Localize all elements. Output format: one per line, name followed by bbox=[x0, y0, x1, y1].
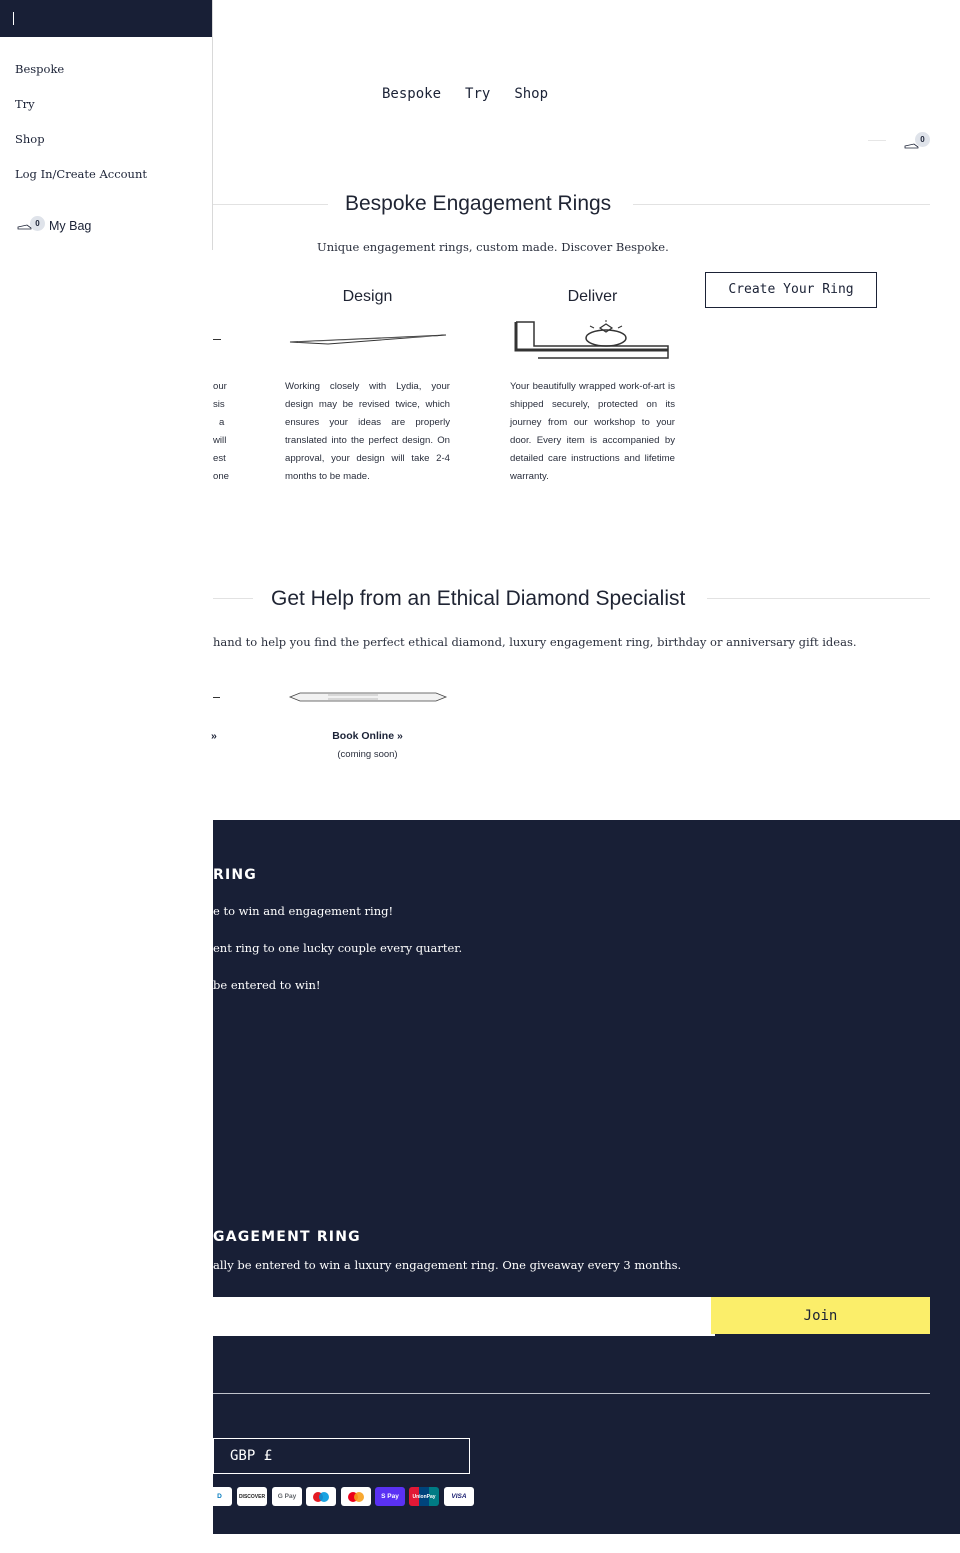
help-title: Get Help from an Ethical Diamond Specialist bbox=[271, 587, 686, 610]
payment-label: G Pay bbox=[277, 1493, 297, 1500]
help-rule-right bbox=[707, 598, 930, 599]
pencil-icon bbox=[288, 333, 448, 347]
bespoke-subtitle: Unique engagement rings, custom made. Discover Bespoke. bbox=[317, 240, 669, 254]
title-rule-right bbox=[633, 204, 930, 205]
calendar-icon bbox=[288, 692, 448, 702]
payment-maestro-icon bbox=[306, 1487, 336, 1506]
footer-divider bbox=[213, 1393, 930, 1394]
payment-label: S Pay bbox=[381, 1493, 399, 1500]
step-design-text: Working closely with Lydia, your design may be revised twice, which ensures your ideas are properly translated into the perfect design. On approval, your design will take 2-4 months to be made. bbox=[285, 381, 450, 482]
drawer-item-try[interactable]: Try bbox=[15, 97, 35, 111]
cart-count-badge: 0 bbox=[915, 132, 930, 147]
help-subtitle: hand to help you find the perfect ethical diamond, luxury engagement ring, birthday or anniversary gift ideas. bbox=[213, 635, 857, 649]
payment-mastercard-icon bbox=[341, 1487, 371, 1506]
join-button[interactable]: Join bbox=[711, 1297, 930, 1334]
partial-line: our bbox=[213, 381, 227, 392]
payment-diners-icon bbox=[207, 1487, 232, 1506]
mastercard-icon bbox=[346, 1491, 366, 1503]
payment-label: D bbox=[217, 1493, 222, 1500]
giveaway-line: e to win and engagement ring! bbox=[213, 904, 394, 918]
newsletter-text: ally be entered to win a luxury engagement ring. One giveaway every 3 months. bbox=[213, 1258, 682, 1272]
drawer-header bbox=[0, 0, 212, 37]
ring-box-icon bbox=[514, 318, 670, 360]
drawer-bag-button[interactable] bbox=[17, 216, 127, 236]
partial-line: sis bbox=[213, 399, 225, 410]
newsletter-heading: GAGEMENT RING bbox=[213, 1229, 361, 1245]
drawer-close-mark[interactable] bbox=[13, 12, 14, 25]
partial-line: a bbox=[219, 417, 225, 428]
bespoke-title: Bespoke Engagement Rings bbox=[345, 192, 612, 215]
nav-try[interactable]: Try bbox=[465, 86, 491, 102]
step-text-partial bbox=[213, 378, 229, 486]
nav-shop[interactable]: Shop bbox=[514, 86, 549, 102]
partial-line: will bbox=[213, 435, 227, 446]
drawer-item-account[interactable]: Log In/Create Account bbox=[15, 167, 147, 181]
payment-label: VISA bbox=[451, 1493, 467, 1500]
create-your-ring-button[interactable]: Create Your Ring bbox=[705, 272, 877, 308]
giveaway-line: ent ring to one lucky couple every quarter. bbox=[213, 941, 463, 955]
book-online-link[interactable]: Book Online » bbox=[332, 730, 403, 742]
payment-shoppay-icon bbox=[375, 1487, 405, 1506]
header-divider-mark bbox=[868, 140, 886, 141]
cart-button[interactable] bbox=[904, 132, 932, 152]
giveaway-heading: RING bbox=[213, 867, 257, 883]
partial-line: one bbox=[213, 471, 230, 482]
payment-discover-icon bbox=[237, 1487, 267, 1506]
footer bbox=[213, 820, 960, 1534]
payment-gpay-icon bbox=[272, 1487, 302, 1506]
giveaway-line: be entered to win! bbox=[213, 978, 321, 992]
side-drawer bbox=[0, 0, 213, 250]
drawer-item-bespoke[interactable]: Bespoke bbox=[15, 62, 65, 76]
payment-visa-icon bbox=[444, 1487, 474, 1506]
step-icon-partial bbox=[213, 339, 221, 340]
main-nav bbox=[382, 86, 548, 102]
title-rule-left bbox=[213, 204, 328, 205]
help-rule-left bbox=[213, 598, 253, 599]
bag-label: My Bag bbox=[49, 219, 92, 233]
help-icon-partial bbox=[213, 697, 220, 698]
email-input[interactable] bbox=[213, 1297, 715, 1336]
step-deliver-text: Your beautifully wrapped work-of-art is shipped securely, protected on its journey from our workshop to your door. Every item is accompanied by detailed care instructions and lifetime warranty. bbox=[510, 381, 675, 482]
partial-line: est bbox=[213, 453, 226, 464]
step-design-title: Design bbox=[342, 288, 393, 305]
bag-count-badge: 0 bbox=[30, 216, 45, 231]
payment-unionpay-icon bbox=[409, 1487, 439, 1506]
payment-label: UnionPay bbox=[412, 1493, 436, 1500]
currency-select[interactable]: GBP £ bbox=[213, 1438, 470, 1474]
help-left-link[interactable]: » bbox=[211, 730, 217, 742]
payment-label: DISCOVER bbox=[238, 1493, 266, 1500]
nav-bespoke[interactable]: Bespoke bbox=[382, 86, 442, 102]
drawer-item-shop[interactable]: Shop bbox=[15, 132, 45, 146]
book-online-note: (coming soon) bbox=[337, 749, 398, 760]
step-deliver-title: Deliver bbox=[567, 288, 618, 305]
maestro-icon bbox=[311, 1491, 331, 1503]
